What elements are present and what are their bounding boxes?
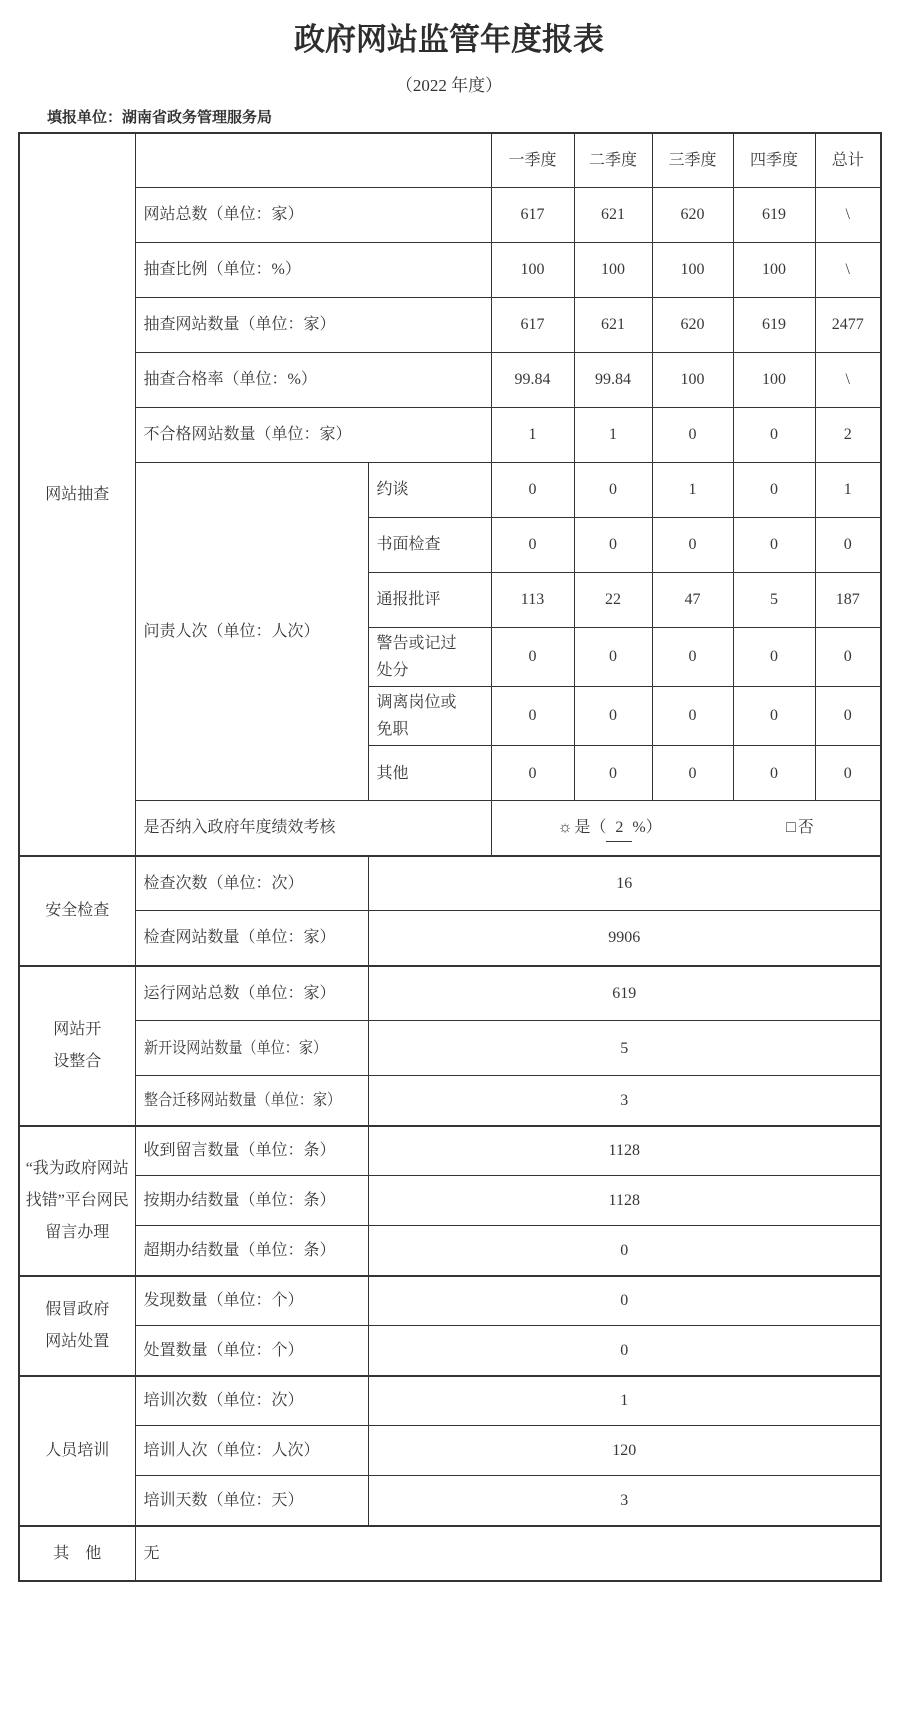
- value-cell: 0: [574, 462, 652, 517]
- table-row: [19, 1226, 881, 1276]
- page-subtitle: （2022 年度）: [395, 76, 503, 95]
- value-cell: 120: [368, 1426, 881, 1476]
- sun-checkbox-icon: ☼: [557, 818, 573, 836]
- section-label-other: 其 他: [19, 1526, 135, 1581]
- value-cell: 0: [491, 462, 574, 517]
- row-label-text: 整合迁移网站数量（单位：家）: [143, 1091, 341, 1109]
- yes-suffix: %）: [632, 818, 662, 836]
- value-cell: 0: [574, 746, 652, 801]
- row-label-cell: 检查次数（单位：次）: [135, 856, 368, 911]
- yes-label: 是（: [574, 818, 607, 836]
- row-label-cell: 抽查网站数量（单位：家）: [135, 297, 491, 352]
- reporting-unit-label: 填报单位：: [47, 110, 123, 126]
- value-cell: 113: [491, 572, 574, 627]
- value-cell: 1: [574, 407, 652, 462]
- value-cell: 3: [368, 1476, 881, 1526]
- performance-review-row: [19, 801, 881, 856]
- value-cell: 0: [491, 686, 574, 745]
- row-label-cell: 超期办结数量（单位：条）: [135, 1226, 368, 1276]
- quarter-header-q4: 四季度: [733, 133, 815, 187]
- value-cell: 0: [491, 746, 574, 801]
- section-label-error-platform: [19, 1126, 135, 1276]
- section-label-site-integration: [19, 966, 135, 1126]
- value-cell: 5: [368, 1021, 881, 1076]
- yes-percent-value: 2: [606, 814, 632, 842]
- table-row: [19, 187, 881, 242]
- value-cell: 0: [574, 517, 652, 572]
- table-row: [19, 407, 881, 462]
- value-cell: 620: [652, 187, 733, 242]
- value-cell: 0: [733, 627, 815, 686]
- row-label-cell: 网站总数（单位：家）: [135, 187, 491, 242]
- table-row: [19, 966, 881, 1021]
- value-cell: 0: [652, 686, 733, 745]
- value-cell: 619: [733, 187, 815, 242]
- row-label-cell: 发现数量（单位：个）: [135, 1276, 368, 1326]
- table-row: [19, 242, 881, 297]
- table-row: [19, 911, 881, 966]
- value-cell: 0: [652, 517, 733, 572]
- no-option: [786, 814, 814, 841]
- quarter-header-q1: 一季度: [491, 133, 574, 187]
- table-row: [19, 1426, 881, 1476]
- value-cell: \: [815, 242, 881, 297]
- value-cell: 0: [574, 627, 652, 686]
- value-cell: 100: [652, 352, 733, 407]
- table-row: [19, 1021, 881, 1076]
- value-cell: 47: [652, 572, 733, 627]
- row-label-cell: 抽查比例（单位：%）: [135, 242, 491, 297]
- value-cell: 0: [652, 627, 733, 686]
- row-label-cell: 培训人次（单位：人次）: [135, 1426, 368, 1476]
- value-cell: 2: [815, 407, 881, 462]
- no-label: 否: [797, 819, 814, 837]
- table-row: [19, 1376, 881, 1426]
- value-cell: 0: [368, 1276, 881, 1326]
- value-cell: 100: [733, 352, 815, 407]
- value-cell: 0: [491, 517, 574, 572]
- value-cell: 621: [574, 297, 652, 352]
- value-cell: 2477: [815, 297, 881, 352]
- value-cell: 0: [815, 627, 881, 686]
- reporting-unit-line: [47, 106, 900, 127]
- value-cell: 0: [368, 1226, 881, 1276]
- value-cell: 0: [733, 686, 815, 745]
- table-row: [19, 1126, 881, 1176]
- section-label-security-check: 安全检查: [19, 856, 135, 966]
- header-empty-cell: [135, 133, 491, 187]
- row-label-cell: 收到留言数量（单位：条）: [135, 1126, 368, 1176]
- value-cell: 0: [652, 407, 733, 462]
- section-label-text: “我为政府网站找错”平台网民留言办理: [25, 1159, 129, 1241]
- section-label-text: 网站开设整合: [53, 1020, 102, 1070]
- value-cell: 1: [652, 462, 733, 517]
- table-row: [19, 1326, 881, 1376]
- row-label-cell: [135, 1021, 368, 1076]
- report-page: [0, 14, 900, 1582]
- table-row: [19, 462, 881, 517]
- table-row: [19, 1276, 881, 1326]
- value-cell: 100: [491, 242, 574, 297]
- section-label-text: 假冒政府网站处置: [45, 1300, 110, 1350]
- value-cell: 621: [574, 187, 652, 242]
- sub-label-cell: [368, 686, 491, 745]
- value-cell: \: [815, 187, 881, 242]
- row-label-cell: 抽查合格率（单位：%）: [135, 352, 491, 407]
- section-label-counterfeit-sites: [19, 1276, 135, 1376]
- yes-option: [558, 814, 662, 842]
- quarter-header-q2: 二季度: [574, 133, 652, 187]
- row-label-cell: 是否纳入政府年度绩效考核: [135, 801, 491, 856]
- row-label-text: 新开设网站数量（单位：家）: [143, 1039, 327, 1057]
- row-label-cell: 按期办结数量（单位：条）: [135, 1176, 368, 1226]
- value-cell: \: [815, 352, 881, 407]
- table-row: [19, 1076, 881, 1126]
- table-row: [19, 297, 881, 352]
- quarter-header-q3: 三季度: [652, 133, 733, 187]
- value-cell: 620: [652, 297, 733, 352]
- value-cell: 1128: [368, 1126, 881, 1176]
- row-label-cell: 不合格网站数量（单位：家）: [135, 407, 491, 462]
- section-label-spot-check: 网站抽查: [19, 133, 135, 856]
- value-cell: 16: [368, 856, 881, 911]
- value-cell: 187: [815, 572, 881, 627]
- row-label-cell: 培训天数（单位：天）: [135, 1476, 368, 1526]
- square-checkbox-icon: □: [786, 819, 796, 837]
- row-label-cell: 检查网站数量（单位：家）: [135, 911, 368, 966]
- value-cell: 0: [733, 746, 815, 801]
- table-row: [19, 1476, 881, 1526]
- value-cell: 0: [491, 627, 574, 686]
- sub-label-cell: 书面检查: [368, 517, 491, 572]
- value-cell: 0: [815, 686, 881, 745]
- value-cell: 0: [368, 1326, 881, 1376]
- table-row: [19, 352, 881, 407]
- value-cell: 99.84: [574, 352, 652, 407]
- value-cell: 617: [491, 297, 574, 352]
- performance-review-value-cell: [491, 801, 881, 856]
- value-cell: 9906: [368, 911, 881, 966]
- value-cell: 0: [733, 462, 815, 517]
- value-cell: 1: [368, 1376, 881, 1426]
- row-label-cell: 运行网站总数（单位：家）: [135, 966, 368, 1021]
- value-cell: 0: [815, 517, 881, 572]
- table-row: [19, 1526, 881, 1581]
- accountability-label-cell: 问责人次（单位：人次）: [135, 462, 368, 801]
- row-label-cell: 处置数量（单位：个）: [135, 1326, 368, 1376]
- value-cell: 0: [733, 517, 815, 572]
- sub-label-text: 警告或记过处分: [376, 634, 457, 679]
- sub-label-cell: 其他: [368, 746, 491, 801]
- sub-label-cell: 通报批评: [368, 572, 491, 627]
- value-cell: 0: [733, 407, 815, 462]
- section-label-personnel-training: 人员培训: [19, 1376, 135, 1526]
- value-cell: 99.84: [491, 352, 574, 407]
- page-title: 政府网站监管年度报表: [294, 22, 604, 57]
- annual-report-table: [18, 132, 882, 1582]
- row-label-cell: [135, 1076, 368, 1126]
- value-cell: 0: [652, 746, 733, 801]
- table-row: [19, 856, 881, 911]
- value-cell: 100: [733, 242, 815, 297]
- reporting-unit-value: 湖南省政务管理服务局: [122, 110, 273, 126]
- sub-label-cell: [368, 627, 491, 686]
- value-cell: 22: [574, 572, 652, 627]
- table-row: [19, 1176, 881, 1226]
- value-cell: 0: [574, 686, 652, 745]
- value-cell: 100: [574, 242, 652, 297]
- other-value-cell: 无: [135, 1526, 881, 1581]
- value-cell: 0: [815, 746, 881, 801]
- value-cell: 5: [733, 572, 815, 627]
- value-cell: 619: [368, 966, 881, 1021]
- value-cell: 619: [733, 297, 815, 352]
- sub-label-cell: 约谈: [368, 462, 491, 517]
- value-cell: 3: [368, 1076, 881, 1126]
- value-cell: 617: [491, 187, 574, 242]
- sub-label-text: 调离岗位或免职: [376, 693, 457, 739]
- quarter-header-total: 总计: [815, 133, 881, 187]
- value-cell: 1: [815, 462, 881, 517]
- value-cell: 1128: [368, 1176, 881, 1226]
- row-label-cell: 培训次数（单位：次）: [135, 1376, 368, 1426]
- value-cell: 1: [491, 407, 574, 462]
- value-cell: 100: [652, 242, 733, 297]
